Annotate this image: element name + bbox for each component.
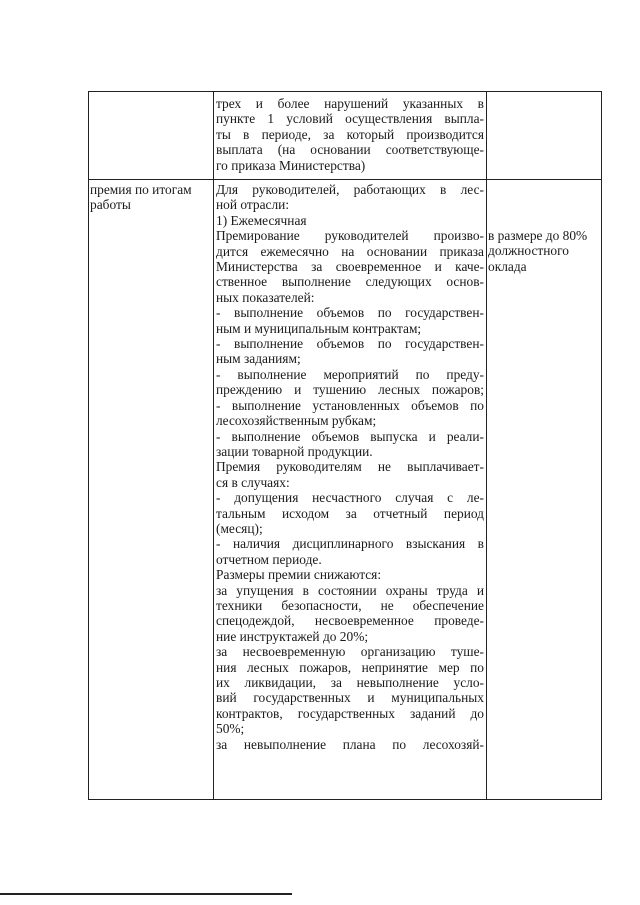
text-line: - допущения несчастного случая с ле- <box>216 490 484 506</box>
text-line: Премия руководителям не выплачивает- <box>216 459 484 475</box>
text-line: за невыполнение плана по лесохозяй- <box>216 736 484 752</box>
text-line: 1) Ежемесячная <box>216 212 307 228</box>
text-line: ным заданиям; <box>216 351 301 367</box>
text-line: премия по итогам <box>90 182 192 197</box>
text-line: - выполнение установленных объемов по <box>216 397 484 413</box>
text-line: зации товарной продукции. <box>216 443 373 459</box>
table-left-border <box>88 91 89 800</box>
text-line: - выполнение мероприятий по преду- <box>216 366 484 382</box>
row1-condition-text <box>216 96 484 173</box>
text-line: за несвоевременную организацию туше- <box>216 644 484 660</box>
amount-text <box>488 228 600 274</box>
text-line: Премирование руководителей произво- <box>216 228 484 244</box>
text-line: дится ежемесячно на основании приказа <box>216 243 484 259</box>
text-line: отчетном периоде. <box>216 551 322 567</box>
row2-condition-cell <box>216 182 484 752</box>
table-bottom-border <box>88 799 602 800</box>
text-line: ние инструктажей до 20%; <box>216 628 369 644</box>
text-line: тальным исходом за отчетный период <box>216 505 484 521</box>
text-line: - выполнение объемов по государствен- <box>216 305 484 321</box>
text-line: - выполнение объемов по государствен- <box>216 336 484 352</box>
text-line: (месяц); <box>216 520 263 536</box>
text-line: - наличия дисциплинарного взыскания в <box>216 536 484 552</box>
text-line: вий государственных и муниципальных <box>216 690 484 706</box>
text-line: ной отрасли: <box>216 197 290 213</box>
row-divider <box>88 179 602 180</box>
text-line: их ликвидации, за невыполнение усло- <box>216 675 484 690</box>
table-right-border <box>601 91 602 800</box>
text-line: - выполнение объемов выпуска и реали- <box>216 428 484 444</box>
text-line: за упущения в состоянии охраны труда и <box>216 582 484 598</box>
text-line: преждению и тушению лесных пожаров; <box>216 382 484 398</box>
text-line: контрактов, государственных заданий до <box>216 705 484 721</box>
footer-rule <box>0 893 292 895</box>
text-line: Министерства за своевременное и каче- <box>216 259 484 275</box>
column-divider-2 <box>486 91 487 800</box>
payment-type-label <box>90 182 212 213</box>
text-line: ты в периоде, за который производится <box>216 126 484 142</box>
text-line: лесохозяйственным рубкам; <box>216 413 377 429</box>
row1-condition-cell <box>216 96 484 173</box>
text-line: ным и муниципальным контрактам; <box>216 320 422 336</box>
row2-payment-type-cell <box>90 182 212 213</box>
text-line: оклада <box>488 258 527 274</box>
text-line: ния лесных пожаров, непринятие мер по <box>216 659 484 675</box>
column-divider-1 <box>213 91 214 800</box>
text-line: техники безопасности, не обеспечение <box>216 597 484 613</box>
text-line: трех и более нарушений указанных в <box>216 96 484 111</box>
text-line: спецодеждой, несвоевременное проведе- <box>216 613 484 629</box>
text-line: 50%; <box>216 721 245 737</box>
text-line: ся в случаях: <box>216 474 290 490</box>
row2-amount-cell <box>488 228 600 274</box>
text-line: выплата (на основании соответствующе- <box>216 142 484 158</box>
table-top-border <box>88 91 602 92</box>
text-line: работы <box>90 197 131 213</box>
text-line: в размере до 80% <box>488 228 588 243</box>
row2-condition-text <box>216 182 484 752</box>
text-line: Размеры премии снижаются: <box>216 567 382 583</box>
text-line: ственное выполнение следующих основ- <box>216 274 484 290</box>
text-line: пункте 1 условий осуществления выпла- <box>216 111 484 127</box>
text-line: Для руководителей, работающих в лес- <box>216 182 484 197</box>
text-line: ных показателей: <box>216 289 315 305</box>
text-line: го приказа Министерства) <box>216 157 366 173</box>
text-line: должностного <box>488 243 569 259</box>
